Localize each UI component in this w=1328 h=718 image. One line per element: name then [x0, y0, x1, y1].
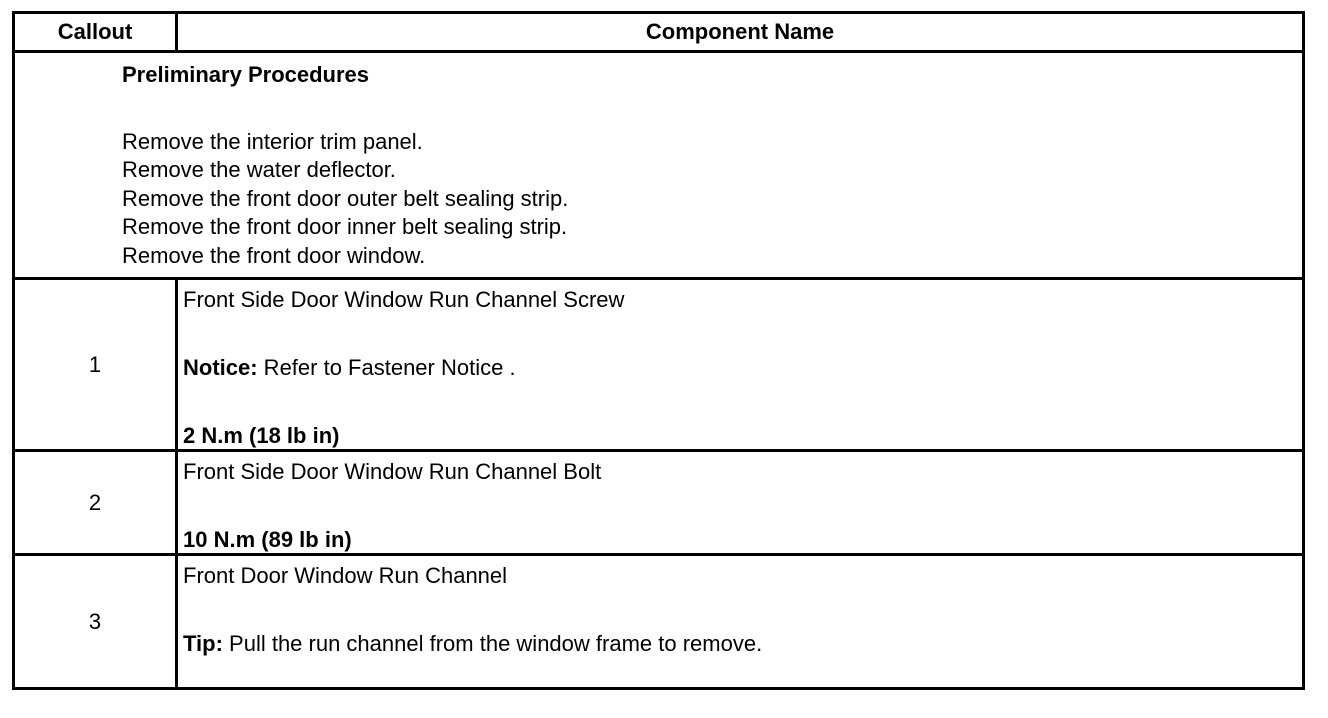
prelim-step: Remove the front door window. — [122, 242, 426, 268]
component-table — [12, 11, 1305, 690]
prelim-step: Remove the front door outer belt sealing strip. — [122, 185, 569, 211]
tip-label: Tip: — [183, 631, 223, 656]
table-row — [14, 555, 1304, 689]
notice-text: Refer to Fastener Notice . — [257, 355, 516, 380]
prelim-step: Remove the front door inner belt sealing strip. — [122, 214, 568, 240]
tip-text: Pull the run channel from the window frame to remove. — [222, 631, 763, 656]
torque-spec: 10 N.m (89 lb in) — [183, 527, 352, 552]
notice — [183, 355, 1302, 381]
component-cell — [177, 279, 1304, 451]
component-name-header: Component Name — [177, 13, 1304, 52]
torque-spec: 2 N.m (18 lb in) — [183, 423, 340, 448]
callout-number: 2 — [14, 451, 177, 555]
header-row — [14, 13, 1304, 52]
callout-number: 3 — [14, 555, 177, 689]
component-name: Front Side Door Window Run Channel Bolt — [183, 459, 602, 484]
prelim-step: Remove the interior trim panel. — [122, 128, 423, 154]
prelim-step: Remove the water deflector. — [122, 157, 396, 183]
component-cell — [177, 555, 1304, 689]
callout-header: Callout — [14, 13, 177, 52]
preliminary-procedures — [14, 52, 1304, 279]
component-cell — [177, 451, 1304, 555]
table-row — [14, 451, 1304, 555]
component-name: Front Door Window Run Channel — [183, 563, 508, 588]
notice-label: Notice: — [183, 355, 258, 380]
table-row — [14, 279, 1304, 451]
tip — [183, 631, 1302, 657]
preliminary-row — [14, 52, 1304, 279]
callout-number: 1 — [14, 279, 177, 451]
component-name: Front Side Door Window Run Channel Screw — [183, 287, 625, 312]
preliminary-title: Preliminary Procedures — [122, 62, 370, 87]
